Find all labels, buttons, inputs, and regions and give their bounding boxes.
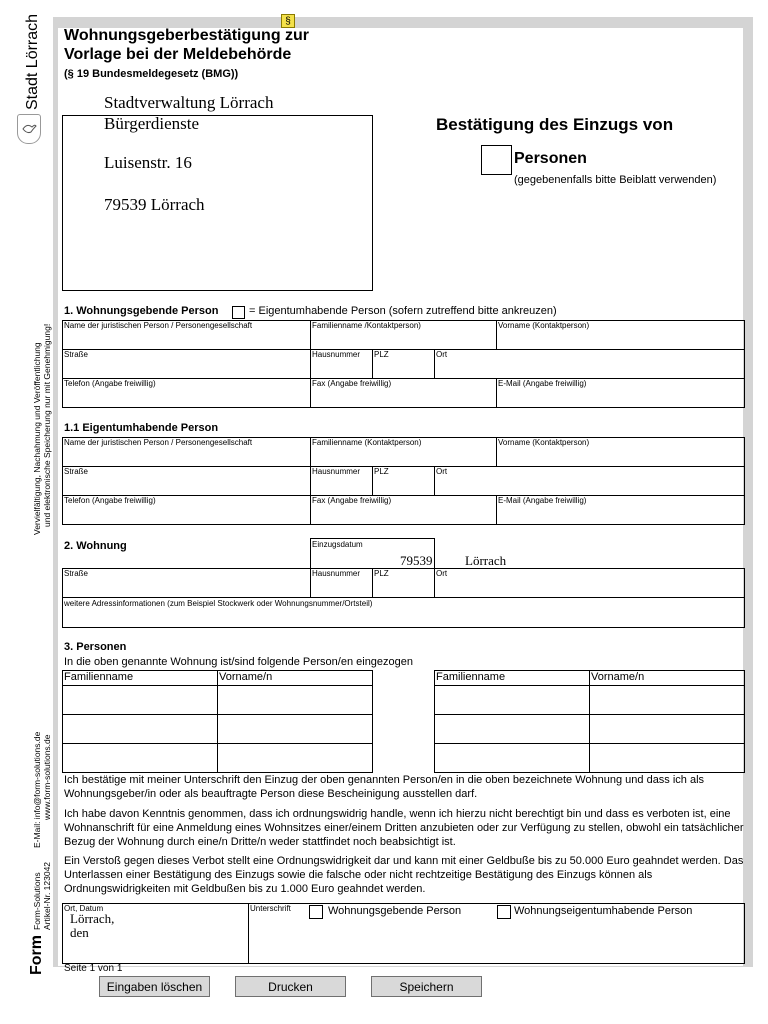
persons-right-col-lastname: Familienname bbox=[436, 671, 506, 683]
person6-firstname-field[interactable] bbox=[589, 743, 745, 773]
declaration-paragraph-3: Ein Verstoß gegen dieses Verbot stellt eine Ordnungswidrigkeit dar und kann mit einer Geldbuße bis zu 50.000 Euro geahndet werden. Das Unterlassen einer Bestätigung des Einzugs sowie die falsche oder nicht rechtzeitige Bestätigung des Einzugs können als Ordnungswidrigkeiten mit Geldbußen bis zu 1.000 Euro geahndet werden. bbox=[64, 855, 744, 895]
person3-lastname-field[interactable] bbox=[62, 714, 218, 744]
s11-street-field[interactable] bbox=[62, 466, 311, 496]
s1-company-label: Name der juristischen Person / Personengesellschaft bbox=[64, 321, 253, 330]
person2-lastname-field[interactable] bbox=[434, 685, 590, 715]
s2-city-field[interactable] bbox=[434, 568, 745, 598]
persons-count-input[interactable] bbox=[481, 145, 512, 175]
beiblatt-hint: (gegebenenfalls bitte Beiblatt verwenden) bbox=[514, 174, 717, 186]
law-badge: § bbox=[281, 14, 295, 28]
persons-label: Personen bbox=[514, 150, 587, 167]
section2-title: 2. Wohnung bbox=[64, 540, 127, 552]
s1-lastname-label: Familienname /Kontaktperson) bbox=[312, 321, 421, 330]
signature-label: Unterschrift bbox=[250, 904, 291, 913]
s1-city-field[interactable] bbox=[434, 349, 745, 379]
s11-company-label: Name der juristischen Person / Personengesellschaft bbox=[64, 438, 253, 447]
owner-signature-checkbox-label: Wohnungseigentumhabende Person bbox=[514, 905, 693, 917]
s2-city-label: Ort bbox=[436, 569, 448, 578]
s2-zip-value: 79539 bbox=[400, 553, 433, 568]
address-line2: Bürgerdienste bbox=[104, 114, 200, 133]
person6-lastname-field[interactable] bbox=[434, 743, 590, 773]
person5-firstname-field[interactable] bbox=[217, 743, 373, 773]
address-line1: Stadtverwaltung Lörrach bbox=[104, 93, 274, 112]
form-subtitle: (§ 19 Bundesmeldegesetz (BMG)) bbox=[64, 68, 239, 80]
place-value-line2: den bbox=[70, 925, 89, 940]
persons-left-col-lastname: Familienname bbox=[64, 671, 134, 683]
s1-firstname-label: Vorname (Kontaktperson) bbox=[498, 321, 590, 330]
confirmation-title: Bestätigung des Einzugs von bbox=[436, 115, 674, 134]
person1-lastname-field[interactable] bbox=[62, 685, 218, 715]
s11-street-label: Straße bbox=[64, 467, 89, 476]
s1-email-label: E-Mail (Angabe freiwillig) bbox=[498, 379, 587, 388]
s1-phone-label: Telefon (Angabe freiwillig) bbox=[64, 379, 156, 388]
persons-left-col-firstname: Vorname/n bbox=[219, 671, 273, 683]
form-title-line1: Wohnungsgeberbestätigung zur bbox=[64, 27, 310, 44]
s11-housenumber-label: Hausnummer bbox=[312, 467, 361, 476]
s11-phone-label: Telefon (Angabe freiwillig) bbox=[64, 496, 156, 505]
vendor-name: Form-Solutions bbox=[32, 872, 42, 930]
section3-title: 3. Personen bbox=[64, 641, 127, 653]
s11-lastname-label: Familienname (Kontaktperson) bbox=[312, 438, 422, 447]
vendor-email: E-Mail: info@form-solutions.de bbox=[32, 731, 42, 848]
place-date-label: Ort, Datum bbox=[64, 904, 104, 913]
person1-firstname-field[interactable] bbox=[217, 685, 373, 715]
legal-notice-line1: Vervielfältigung, Nachahmung und Veröffentlichung bbox=[32, 342, 42, 535]
section3-intro: In die oben genannte Wohnung ist/sind folgende Person/en eingezogen bbox=[64, 656, 414, 668]
city-logo-emblem bbox=[17, 114, 41, 144]
person2-firstname-field[interactable] bbox=[589, 685, 745, 715]
person4-firstname-field[interactable] bbox=[589, 714, 745, 744]
address-line4: 79539 Lörrach bbox=[104, 195, 205, 214]
movein-date-label: Einzugsdatum bbox=[312, 540, 363, 549]
landlord-checkbox[interactable] bbox=[309, 905, 323, 919]
owner-checkbox-label: = Eigentumhabende Person (sofern zutreffend bitte ankreuzen) bbox=[249, 305, 557, 317]
s2-housenumber-label: Hausnummer bbox=[312, 569, 361, 578]
s1-street-field[interactable] bbox=[62, 349, 311, 379]
form-title-line2: Vorlage bei der Meldebehörde bbox=[64, 46, 292, 63]
page-indicator: Seite 1 von 1 bbox=[64, 963, 123, 974]
dove-icon bbox=[18, 115, 40, 143]
section11-title: 1.1 Eigentumhabende Person bbox=[64, 422, 219, 434]
persons-right-col-firstname: Vorname/n bbox=[591, 671, 645, 683]
declaration-paragraph-1: Ich bestätige mit meiner Unterschrift den Einzug der oben genannten Person/en in die oben bezeichnete Wohnung und dass ich als Wohnungsgeber/in oder als beauftragte Person diese Bescheinigung ausstellen darf. bbox=[64, 774, 705, 800]
vendor-brand-logo: Form bbox=[28, 935, 45, 975]
s2-street-field[interactable] bbox=[62, 568, 311, 598]
declaration-paragraph-2: Ich habe davon Kenntnis genommen, dass ich ordnungswidrig handle, wenn ich hierzu nicht berechtigt bin und dass es verboten ist, eine Wohnanschrift für eine Anmeldung eines Wohnsitzes einer/einem Dritten anzubieten oder zur Verfügung zu stellen, obwohl ein tatsächlicher Bezug der Wohnung durch eine/n Dritte/n weder stattfindet noch beabsichtigt ist. bbox=[64, 808, 744, 848]
vendor-article-number: Artikel-Nr. 123042 bbox=[42, 861, 52, 930]
owner-signature-checkbox[interactable] bbox=[497, 905, 511, 919]
save-button[interactable]: Speichern bbox=[371, 976, 482, 997]
s2-city-value: Lörrach bbox=[465, 553, 507, 568]
landlord-checkbox-label: Wohnungsgebende Person bbox=[328, 905, 462, 917]
s2-zip-label: PLZ bbox=[374, 569, 389, 578]
place-value-line1: Lörrach, bbox=[70, 911, 115, 926]
s11-fax-label: Fax (Angabe freiwillig) bbox=[312, 496, 392, 505]
s1-fax-label: Fax (Angabe freiwillig) bbox=[312, 379, 392, 388]
s11-firstname-label: Vorname (Kontaktperson) bbox=[498, 438, 590, 447]
clear-inputs-button[interactable]: Eingaben löschen bbox=[99, 976, 210, 997]
section1-title: 1. Wohnungsgebende Person bbox=[64, 305, 219, 317]
s11-email-label: E-Mail (Angabe freiwillig) bbox=[498, 496, 587, 505]
s11-city-label: Ort bbox=[436, 467, 448, 476]
person5-lastname-field[interactable] bbox=[62, 743, 218, 773]
vendor-website: www.form-solutions.de bbox=[42, 734, 52, 820]
print-button[interactable]: Drucken bbox=[235, 976, 346, 997]
s1-street-label: Straße bbox=[64, 350, 89, 359]
s2-street-label: Straße bbox=[64, 569, 89, 578]
address-line3: Luisenstr. 16 bbox=[104, 153, 192, 172]
city-logo-text: Stadt Lörrach bbox=[24, 13, 41, 110]
s11-city-field[interactable] bbox=[434, 466, 745, 496]
person3-firstname-field[interactable] bbox=[217, 714, 373, 744]
s1-zip-label: PLZ bbox=[374, 350, 389, 359]
owner-checkbox[interactable] bbox=[232, 306, 245, 319]
s1-city-label: Ort bbox=[436, 350, 448, 359]
s1-housenumber-label: Hausnummer bbox=[312, 350, 361, 359]
s2-extra-label: weitere Adressinformationen (zum Beispiel Stockwerk oder Wohnungsnummer/Ortsteil) bbox=[64, 599, 373, 608]
person4-lastname-field[interactable] bbox=[434, 714, 590, 744]
s11-zip-label: PLZ bbox=[374, 467, 389, 476]
legal-notice-line2: und elektronische Speicherung nur mit Genehmigung! bbox=[42, 323, 52, 527]
